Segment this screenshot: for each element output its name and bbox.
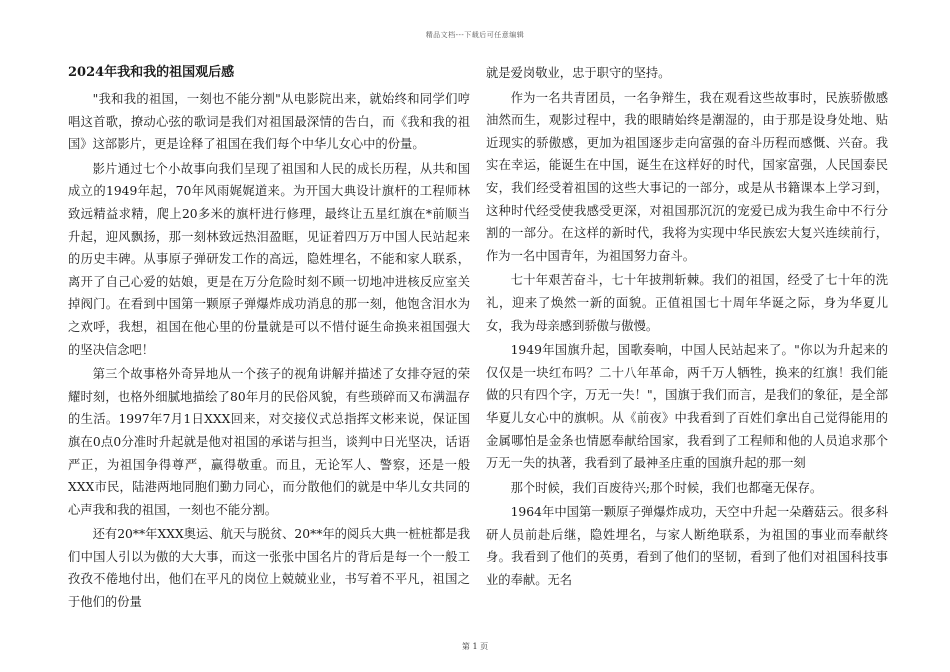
paragraph: 还有20**年XXX奥运、航天与脱贫、20**年的阅兵大典一桩桩都是我们中国人引以为傲的大大事，而这一张张中国名片的背后是每一个一般工孜孜不倦地付出，他们在平凡的岗位上兢兢业业，书写着不平凡，祖国之于他们的份量 <box>68 527 470 610</box>
document-title: 2024年我和我的祖国观后感 <box>68 65 235 80</box>
paragraph: 第三个故事格外奇异地从一个孩子的视角讲解并描述了女排夺冠的荣耀时刻，也格外细腻地描绘了80年月的民俗风貌，有些琐碎而又布满温存的生活。1997年7月1日XXX回来，对交接仪式总指挥文彬来说，保证国旗在0点0分准时升起就是他对祖国的承诺与担当，谈判中日光坚决，话语严正，为祖国争得尊严，赢得敬重。而且，无论军人、警察，还是一般XXX市民，陆港两地同胞们勤力同心，而分散他们的就是中华儿女共同的心声我和我的祖国，一刻也不能分割。 <box>68 367 470 517</box>
paragraph: 那个时候，我们百废待兴;那个时候，我们也都毫无保存。 <box>510 480 823 495</box>
page-number: 第 1 页 <box>461 642 489 651</box>
page-header: 精品文档---下载后可任意编辑 <box>425 31 525 39</box>
paragraph: 1949年国旗升起，国歌奏响，中国人民站起来了。"你以为升起来的仅仅是一块红布吗？二十八年革命，两千万人牺牲，换来的红旗！我们能做的只有四个字，万无一失！"，国旗于我们而言，是我们的象征，是全部华夏儿女心中的旗帜。从《前夜》中我看到了百姓们拿出自己觉得能用的金属哪怕是金条也情愿奉献给国家，我看到了工程师和他的人员追求那个万无一失的执著，我看到了最神圣庄重的国旗升起的那一刻 <box>486 343 888 471</box>
paragraph: 就是爱岗敬业，忠于职守的坚持。 <box>486 66 671 80</box>
paragraph: 七十年艰苦奋斗，七十年披荆斩棘。我们的祖国，经受了七十年的洗礼，迎来了焕然一新的面貌。正值祖国七十周年华诞之际，身为华夏儿女，我为母亲感到骄傲与傲慢。 <box>486 273 888 333</box>
right-column <box>486 62 888 594</box>
paragraph: 1964年中国第一颗原子弹爆炸成功，天空中升起一朵蘑菇云。很多科研人员前赴后继，隐姓埋名，与家人断绝联系，为祖国的事业而奉献终身。我看到了他们的英勇，看到了他们的坚韧，看到了他们对祖国科技事业的奉献。无名 <box>486 505 888 588</box>
left-column <box>68 62 470 616</box>
paragraph: 作为一名共青团员，一名争辩生，我在观看这些故事时，民族骄傲感油然而生，观影过程中，我的眼睛始终是潮湿的，由于那是设身处地、贴近现实的骄傲感，更加为祖国逐步走向富强的奋斗历程而感慨、兴奋。我实在幸运，能诞生在中国，诞生在这样好的时代，国家富强，人民国泰民安，我们经受着祖国的这些大事记的一部分，或是从书籍课本上学习到，这种时代经受使我感受更深，对祖国那沉沉的宠爱已成为我生命中不行分割的一部分。在这样的新时代，我将为实现中华民族宏大复兴连续前行，作为一名中国青年，为祖国努力奋斗。 <box>486 90 888 263</box>
paragraph: 影片通过七个小故事向我们呈现了祖国和人民的成长历程，从共和国成立的1949年起，70年风雨娓娓道来。为开国大典设计旗杆的工程师林致远精益求精，爬上20多米的旗杆进行修理，最终让五星红旗在*前顺当升起，迎风飘扬，那一刻林致远热泪盈眶，见证着四万万中国人民站起来的历史丰碑。从事原子弹研发工作的高远，隐姓埋名，不能和家人联系，离开了自己心爱的姑娘，更是在万分危险时刻不顾一切地冲进核反应室关掉阀门。在看到中国第一颗原子弹爆炸成功消息的那一刻，他饱含泪水为之欢呼，我想，祖国在他心里的份量就是可以不惜付诞生命换来祖国强大的坚决信念吧！ <box>68 161 470 357</box>
paragraph: "我和我的祖国，一刻也不能分割"从电影院出来，就始终和同学们哼唱这首歌，撩动心弦的歌词是我们对祖国最深情的告白，而《我和我的祖国》这部影片，更是诠释了祖国在我们每个中华儿女心中的份量。 <box>68 92 470 152</box>
